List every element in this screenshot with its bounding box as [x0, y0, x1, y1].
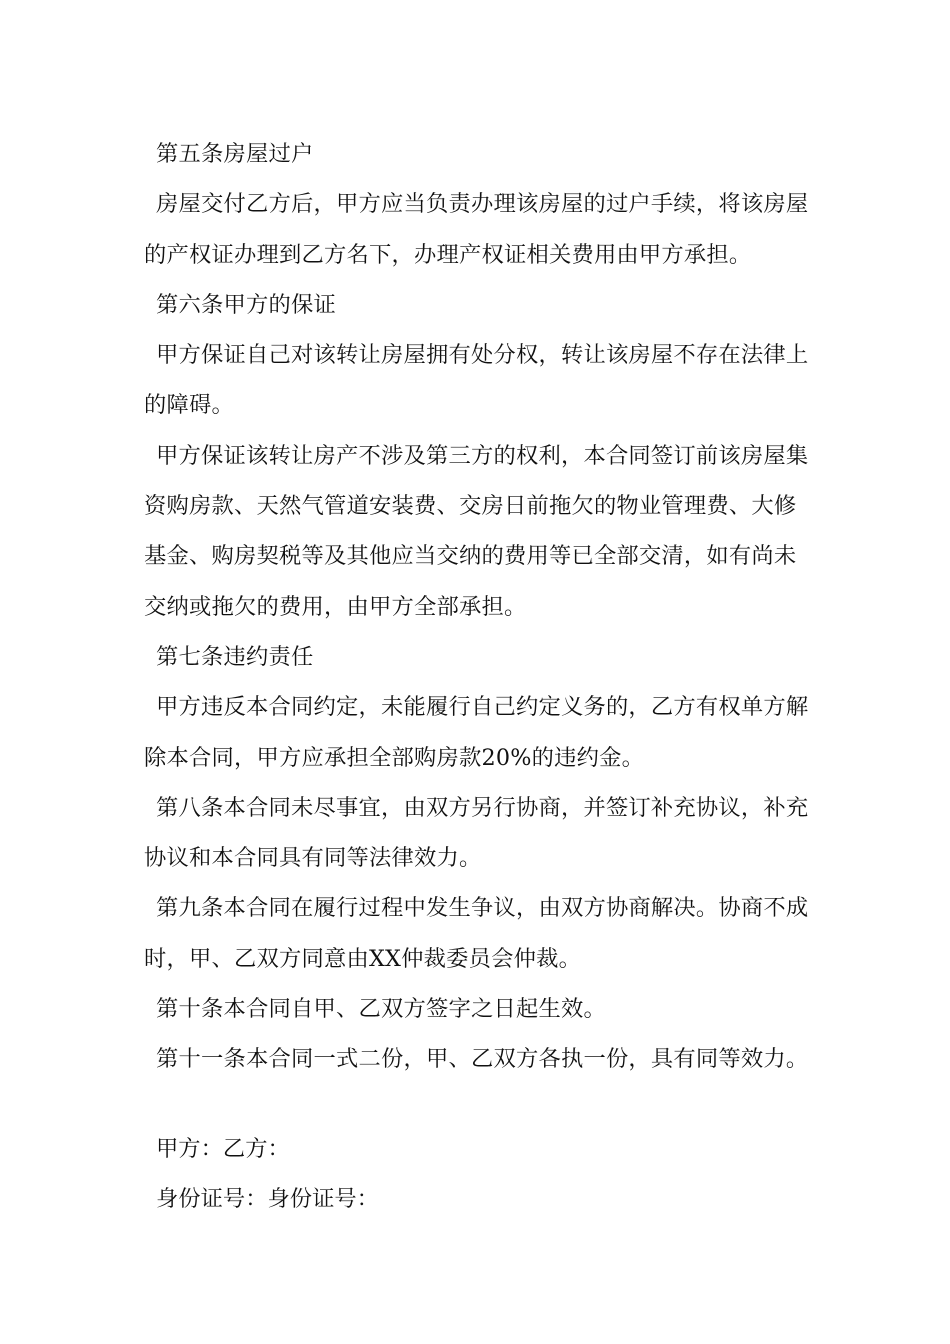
text-line: 第五条房屋过户 [156, 141, 314, 167]
text-line: 时，甲、乙双方同意由XX仲裁委员会仲裁。 [144, 945, 582, 972]
text-line: 的产权证办理到乙方名下，办理产权证相关费用由甲方承担。 [144, 241, 752, 268]
text-line: 第八条本合同未尽事宜，由双方另行协商，并签订补充协议，补充 [156, 794, 809, 821]
parties-signature-line: 甲方：乙方： [156, 1136, 290, 1162]
text-line: 第九条本合同在履行过程中发生争议，由双方协商解决。协商不成 [156, 895, 809, 922]
text-line: 资购房款、天然气管道安装费、交房日前拖欠的物业管理费、大修 [144, 493, 797, 520]
text-line: 的障碍。 [144, 392, 234, 419]
text-line: 第十条本合同自甲、乙双方签字之日起生效。 [156, 996, 606, 1023]
text-line: 甲方保证该转让房产不涉及第三方的权利，本合同签订前该房屋集 [156, 442, 809, 469]
text-line: 甲方违反本合同约定，未能履行自己约定义务的，乙方有权单方解 [156, 694, 809, 721]
text-line: 房屋交付乙方后，甲方应当负责办理该房屋的过户手续，将该房屋 [156, 191, 809, 218]
text-line: 协议和本合同具有同等法律效力。 [144, 845, 482, 872]
text-line: 交纳或拖欠的费用，由甲方全部承担。 [144, 593, 527, 620]
signature-block [156, 1124, 796, 1225]
text-line: 第十一条本合同一式二份，甲、乙双方各执一份，具有同等效力。 [156, 1046, 809, 1073]
text-line: 第七条违约责任 [156, 643, 314, 670]
text-line: 第六条甲方的保证 [156, 291, 336, 318]
contract-body [144, 129, 808, 1085]
id-number-line: 身份证号：身份证号： [156, 1186, 379, 1213]
text-line: 甲方保证自己对该转让房屋拥有处分权，转让该房屋不存在法律上 [156, 342, 809, 369]
text-line: 基金、购房契税等及其他应当交纳的费用等已全部交清，如有尚未 [144, 543, 797, 570]
text-line: 除本合同，甲方应承担全部购房款20%的违约金。 [144, 744, 645, 771]
